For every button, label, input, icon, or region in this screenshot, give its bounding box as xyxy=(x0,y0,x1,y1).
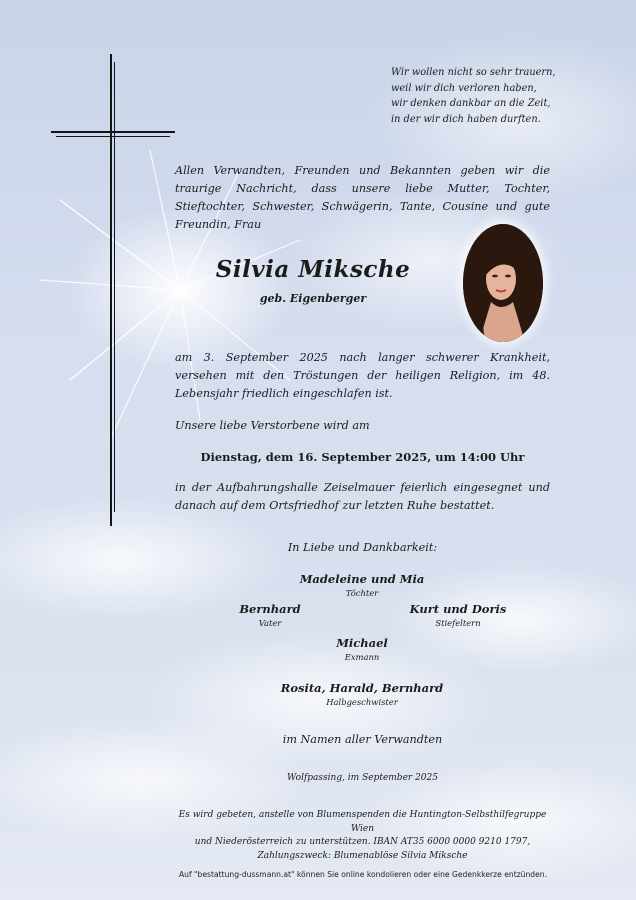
place-date: Wolfpassing, im September 2025 xyxy=(287,773,438,783)
cross-horizontal-bar xyxy=(51,131,175,133)
cross-vertical-line xyxy=(114,62,115,512)
mourner-name: Michael xyxy=(336,636,388,650)
poem-line: Wir wollen nicht so sehr trauern, xyxy=(391,67,556,78)
mourner-role: Stiefeltern xyxy=(435,618,481,628)
mourner-name: Kurt und Doris xyxy=(409,602,507,616)
poem xyxy=(391,65,611,127)
deceased-name: Silvia Miksche xyxy=(215,256,411,283)
donation-line: Es wird gebeten, anstelle von Blumenspenden die Huntington-Selbsthilfegruppe Wien xyxy=(178,810,547,834)
funeral-text: in der Aufbahrungshalle Zeiselmauer feierlich eingesegnet und danach auf dem Ortsfriedhof zur letzten Ruhe bestattet. xyxy=(175,481,550,512)
poem-line: wir denken dankbar an die Zeit, xyxy=(391,98,551,109)
mourner-role: Halbgeschwister xyxy=(326,697,398,707)
mourner-role: Töchter xyxy=(345,588,379,598)
thanks-text: In Liebe und Dankbarkeit: xyxy=(287,541,438,554)
intro-text: Allen Verwandten, Freunden und Bekannten geben wir die traurige Nachricht, dass unsere liebe Mutter, Tochter, Stieftochter, Schwester, Schwägerin, Tante, Cousine und gute Freundin, Frau xyxy=(175,164,550,231)
mourner-name: Madeleine und Mia xyxy=(299,572,425,586)
relatives-text: im Namen aller Verwandten xyxy=(282,733,443,746)
funeral-date: Dienstag, dem 16. September 2025, um 14:00 Uhr xyxy=(200,450,525,464)
poem-line: weil wir dich verloren haben, xyxy=(391,82,537,94)
donation-note xyxy=(170,809,555,863)
announce-text: Unsere liebe Verstorbene wird am xyxy=(175,419,370,432)
cross-horizontal-line xyxy=(56,136,170,137)
mourner-name: Rosita, Harald, Bernhard xyxy=(280,681,444,695)
donation-line: Zahlungszweck: Blumenablöse Silvia Miksche xyxy=(257,850,468,861)
mourner-role: Exmann xyxy=(344,652,380,662)
footer-note: Auf "bestattung-dussmann.at" können Sie online kondolieren oder eine Gedenkkerze entzünden. xyxy=(178,870,548,879)
mourner-name: Bernhard xyxy=(239,602,301,616)
maiden-name: geb. Eigenberger xyxy=(259,292,367,305)
portrait-photo xyxy=(463,224,543,342)
death-text: am 3. September 2025 nach langer schwerer Krankheit, versehen mit den Tröstungen der heiligen Religion, im 48. Lebensjahr friedlich eingeschlafen ist. xyxy=(175,351,550,400)
cross-vertical-bar xyxy=(110,54,112,526)
mourner-role: Vater xyxy=(258,618,282,628)
donation-line: und Niederösterreich zu unterstützen. IBAN AT35 6000 0000 9210 1797, xyxy=(194,837,531,847)
poem-line: in der wir dich haben durften. xyxy=(391,113,541,125)
